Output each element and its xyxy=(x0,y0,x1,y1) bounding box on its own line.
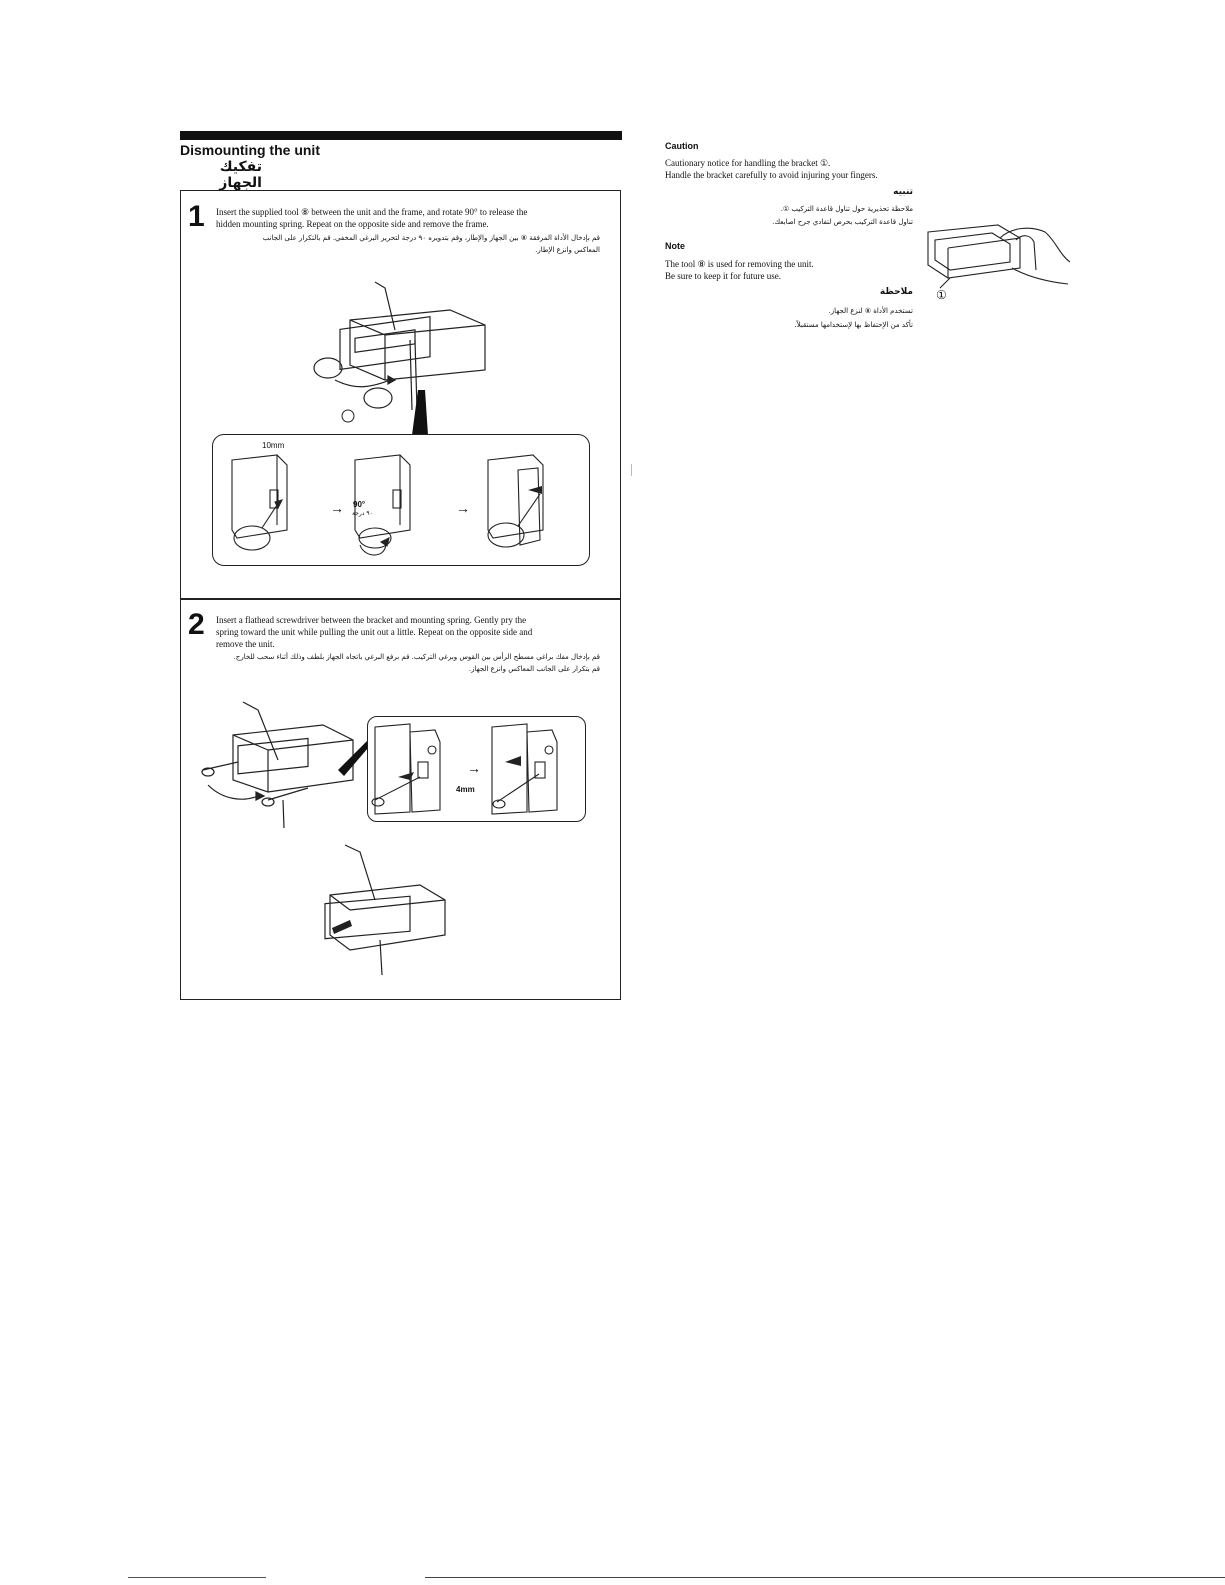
step-1-text-en-1: Insert the supplied tool ⑧ between the unit and the frame, and rotate 90° to release the xyxy=(216,207,528,217)
label-90-ar: ٩٠ درجة xyxy=(352,510,373,517)
faint-mark xyxy=(631,464,632,476)
step-2-text-ar-1: قم بإدخال مفك براغي مسطح الرأس بين القوس وبرغي التركيب. قم برفع البرغي باتجاه الجهاز بلطف وذلك أثناء سحب للخارج. xyxy=(233,653,600,661)
footer-line-right xyxy=(425,1577,1225,1578)
bracket-marker: ① xyxy=(936,288,947,302)
caution-heading-en: Caution xyxy=(665,141,699,151)
arrow-2: → xyxy=(456,502,470,517)
step-2-text-en-3: remove the unit. xyxy=(216,639,275,649)
caution-heading-ar: تنبيه xyxy=(893,187,913,197)
label-90: 90° xyxy=(353,500,366,509)
zoom-pry-spring xyxy=(370,722,470,818)
step-2-text-ar-2: قم بتكرار على الجانب المعاكس وانزع الجهاز. xyxy=(468,665,600,673)
tool-marker xyxy=(342,410,354,422)
arrow-3: → xyxy=(467,762,481,777)
step-2-pull-unit-illustration xyxy=(310,840,460,980)
note-line-1-en: The tool ⑧ is used for removing the unit. xyxy=(665,259,814,269)
step-1-unit-illustration xyxy=(300,280,500,440)
caution-line-1-en: Cautionary notice for handling the bracket ①. xyxy=(665,158,831,168)
step-1-text-ar-2: المعاكس وانزع الإطار. xyxy=(535,246,600,254)
note-heading-en: Note xyxy=(665,241,685,251)
label-10mm: 10mm xyxy=(262,441,285,450)
section-title-ar: تفكيك الجهاز xyxy=(219,159,262,191)
arrow-1: → xyxy=(330,502,344,517)
caution-line-1-ar: ملاحظة تحذيرية حول تناول قاعدة التركيب ①. xyxy=(780,205,913,213)
step-1-text-ar-1: قم بإدخال الأداة المرفقة ⑧ بين الجهاز والإطار، وقم بتدويره ٩٠ درجة لتحرير البرغي المخفي. قم بالتكرار على الجانب xyxy=(262,234,600,242)
label-4mm: 4mm xyxy=(456,785,475,794)
step-1-number: 1 xyxy=(188,200,205,233)
section-title-en: Dismounting the unit xyxy=(180,142,320,158)
step-1-text-en-2: hidden mounting spring. Repeat on the opposite side and remove the frame. xyxy=(216,219,489,229)
note-line-1-ar: تستخدم الأداة ⑧ لنزع الجهاز. xyxy=(828,307,913,315)
section-rule xyxy=(180,131,622,140)
detail-insert-tool xyxy=(222,450,322,560)
note-line-2-ar: تأكد من الإحتفاظ بها لإستخدامها مستقبلاً. xyxy=(794,321,913,329)
step-divider xyxy=(180,598,621,600)
caution-line-2-ar: تناول قاعدة التركيب بحرص لتفادي جرح اصابعك. xyxy=(772,218,913,226)
step-2-text-en-1: Insert a flathead screwdriver between the bracket and mounting spring. Gently pry the xyxy=(216,615,527,625)
caution-line-2-en: Handle the bracket carefully to avoid injuring your fingers. xyxy=(665,170,878,180)
step-2-text-en-2: spring toward the unit while pulling the unit out a little. Repeat on the opposite side and xyxy=(216,627,533,637)
zoom-release-spring xyxy=(487,722,582,818)
footer-line-left xyxy=(128,1577,266,1578)
note-heading-ar: ملاحظة xyxy=(879,287,913,297)
step-2-screwdriver-illustration xyxy=(198,700,368,830)
step-2-number: 2 xyxy=(188,608,205,641)
note-line-2-en: Be sure to keep it for future use. xyxy=(665,271,781,281)
detail-remove-frame xyxy=(478,450,578,560)
